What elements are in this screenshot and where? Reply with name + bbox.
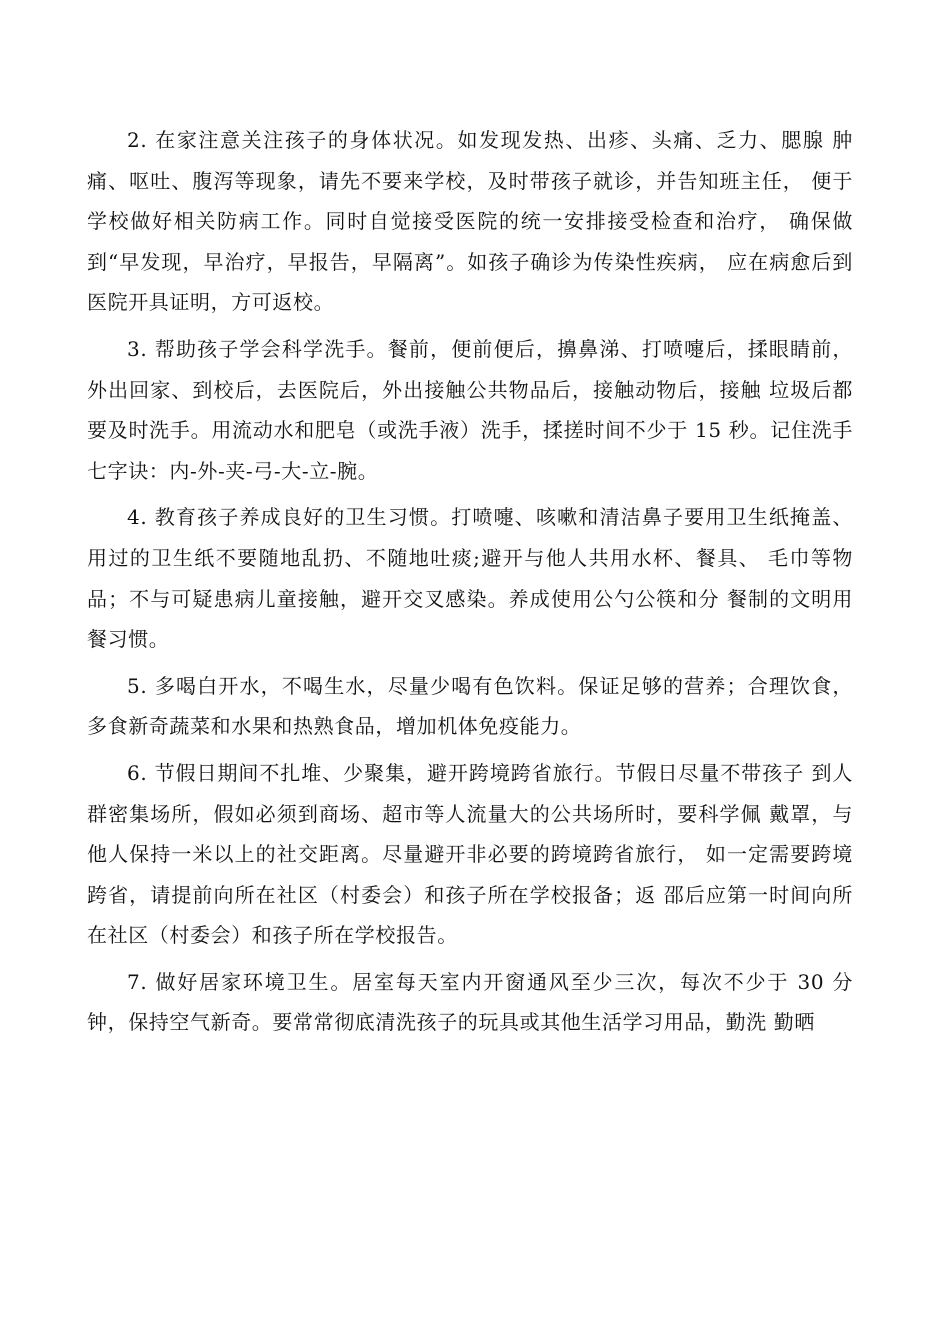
paragraph-3: 3. 帮助孩子学会科学洗手。餐前，便前便后，擤鼻涕、打喷嚏后，揉眼睛前，外出回家、到校后，去医院后，外出接触公共物品后，接触动物后，接触 垃圾后都要及时洗手。用流动水和肥皂（或洗手液）洗手，揉搓时间不少于 15 秒。记住洗手七字诀：内-外-夹-弓-大-立-腕。 <box>87 336 853 483</box>
document-body <box>87 120 853 1049</box>
paragraph-2: 2. 在家注意关注孩子的身体状况。如发现发热、出疹、头痛、乏力、腮腺 肿痛、呕吐、腹泻等现象，请先不要来学校，及时带孩子就诊，并告知班主任， 便于学校做好相关防病工作。同时自觉接受医院的统一安排接受检查和治疗， 确保做到“早发现，早治疗，早报告，早隔离”。如孩子确诊为传染性疾病， 应在病愈后到医院开具证明，方可返校。 <box>87 128 853 315</box>
paragraph-7: 7. 做好居家环境卫生。居室每天室内开窗通风至少三次，每次不少于 30 分钟，保持空气新奇。要常常彻底清洗孩子的玩具或其他生活学习用品，勤洗 勤晒 <box>87 969 853 1035</box>
paragraph-5: 5. 多喝白开水，不喝生水，尽量少喝有色饮料。保证足够的营养；合理饮食，多食新奇蔬菜和水果和热熟食品，增加机体免疫能力。 <box>87 673 853 739</box>
paragraph-4: 4. 教育孩子养成良好的卫生习惯。打喷嚏、咳嗽和清洁鼻子要用卫生纸掩盖、用过的卫生纸不要随地乱扔、不随地吐痰;避开与他人共用水杯、餐具、 毛巾等物品；不与可疑患病儿童接触，避开交叉感染。养成使用公勺公筷和分 餐制的文明用餐习惯。 <box>87 505 853 652</box>
paragraph-6: 6. 节假日期间不扎堆、少聚集，避开跨境跨省旅行。节假日尽量不带孩子 到人群密集场所，假如必须到商场、超市等人流量大的公共场所时，要科学佩 戴罩，与他人保持一米以上的社交距离。尽量避开非必要的跨境跨省旅行， 如一定需要跨境跨省，请提前向所在社区（村委会）和孩子所在学校报备；返 邵后应第一时间向所在社区（村委会）和孩子所在学校报告。 <box>87 760 853 948</box>
